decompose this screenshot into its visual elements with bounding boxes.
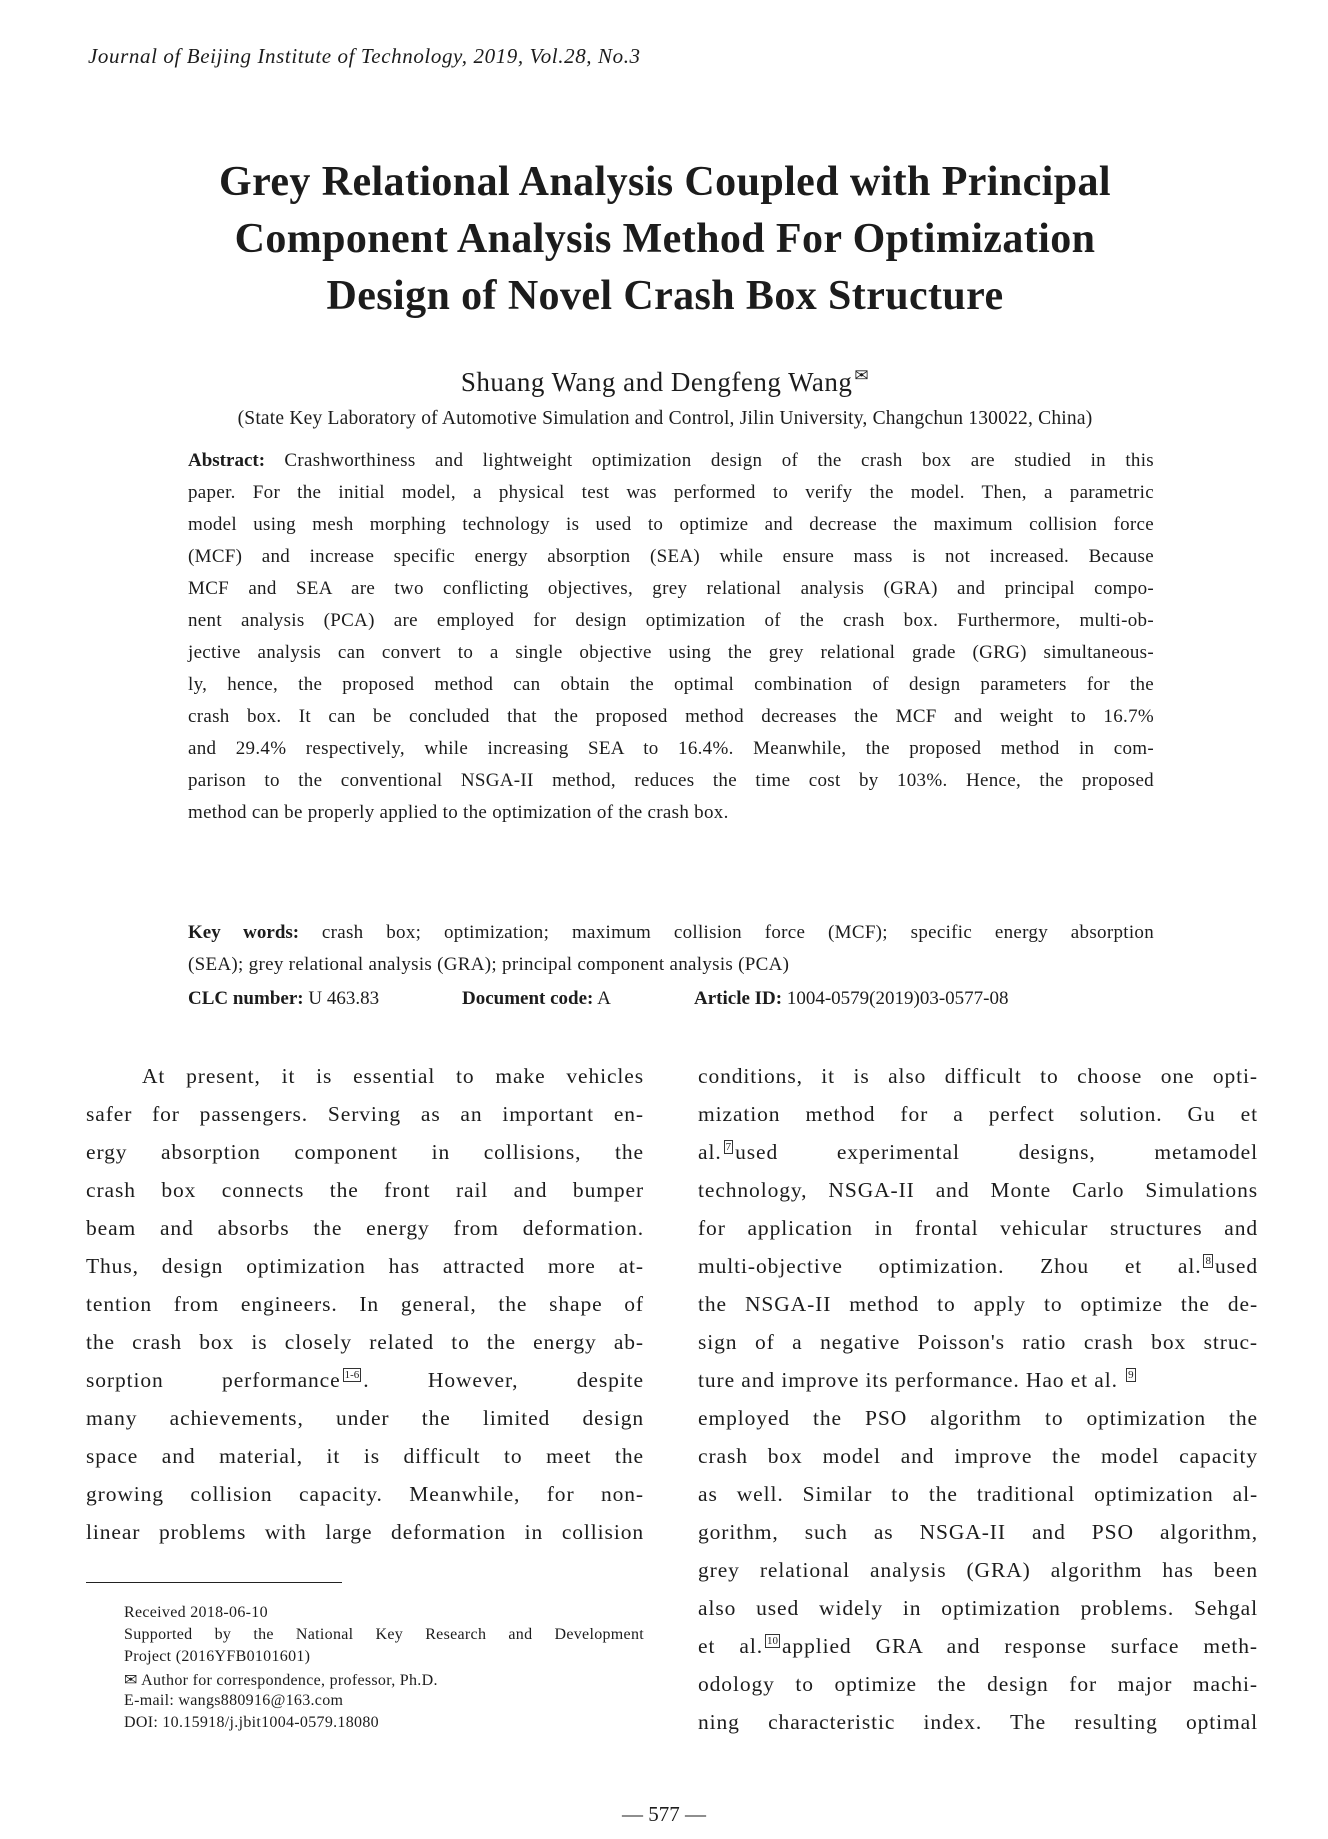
envelope-icon: ✉ [124,1672,138,1689]
abstract-text: Crashworthiness and lightweight optimization design of the crash box are studied in this [265,450,1154,471]
abstract-line: ly, hence, the proposed method can obtain the optimal combination of design parameters for the [188,674,1154,695]
keywords-line: (SEA); grey relational analysis (GRA); principal component analysis (PCA) [188,954,790,975]
footnote-correspondence [124,1670,438,1690]
abstract-line: method can be properly applied to the optimization of the crash box. [188,802,729,823]
body-line: employed the PSO algorithm to optimization the [698,1406,1258,1430]
body-text: al. [698,1140,722,1164]
paper-title [150,154,1180,325]
abstract-line: nent analysis (PCA) are employed for design optimization of the crash box. Furthermore, multi-ob- [188,610,1154,631]
body-text: applied GRA and response surface meth- [781,1634,1258,1658]
body-line: technology, NSGA-II and Monte Carlo Simulations [698,1178,1258,1202]
body-line: for application in frontal vehicular structures and [698,1216,1258,1240]
abstract-line: MCF and SEA are two conflicting objectives, grey relational analysis (GRA) and principal compo- [188,578,1154,599]
body-line [698,1368,1258,1393]
body-line: sign of a negative Poisson's ratio crash box struc- [698,1330,1258,1354]
clc-label: CLC number: [188,988,304,1009]
abstract-line [188,450,1154,472]
body-text: sorption performance [86,1368,341,1392]
footnote-rule [86,1582,342,1583]
body-line: beam and absorbs the energy from deformation. [86,1216,644,1240]
abstract-line: (MCF) and increase specific energy absorption (SEA) while ensure mass is not increased. Because [188,546,1154,567]
body-line [698,1634,1258,1659]
body-line: odology to optimize the design for major machi- [698,1672,1258,1696]
page-number: — 577 — [622,1802,706,1826]
body-line [86,1368,644,1393]
body-line: safer for passengers. Serving as an important en- [86,1102,644,1126]
body-line: also used widely in optimization problems. Sehgal [698,1596,1258,1620]
body-line [698,1140,1258,1165]
journal-header: Journal of Beijing Institute of Technology, 2019, Vol.28, No.3 [88,44,641,68]
title-line: Grey Relational Analysis Coupled with Principal [219,159,1111,205]
body-line: space and material, it is difficult to meet the [86,1444,644,1468]
body-line: gorithm, such as NSGA-II and PSO algorithm, [698,1520,1258,1544]
footnote-supported: Supported by the National Key Research and Development [124,1626,644,1643]
clc-number [188,988,379,1010]
body-line: the NSGA-II method to apply to optimize the de- [698,1292,1258,1316]
body-line: crash box model and improve the model capacity [698,1444,1258,1468]
body-line: ergy absorption component in collisions, the [86,1140,644,1164]
title-line: Component Analysis Method For Optimization [234,216,1096,262]
keywords-text: crash box; optimization; maximum collision force (MCF); specific energy absorption [299,922,1155,943]
footnote-email[interactable]: E-mail: wangs880916@163.com [124,1692,344,1709]
correspondence-text: Author for correspondence, professor, Ph.D. [137,1672,438,1689]
document-code-value: A [593,988,611,1009]
body-line: At present, it is essential to make vehicles [142,1064,644,1088]
body-line: grey relational analysis (GRA) algorithm has been [698,1558,1258,1582]
affiliation: (State Key Laboratory of Automotive Simulation and Control, Jilin University, Changchun 130022, China) [237,408,1093,429]
abstract-line: crash box. It can be concluded that the proposed method decreases the MCF and weight to 16.7% [188,706,1154,727]
body-line: linear problems with large deformation in collision [86,1520,644,1544]
body-text: used experimental designs, metamodel [735,1140,1258,1164]
body-line: crash box connects the front rail and bumper [86,1178,644,1202]
body-text: multi-objective optimization. Zhou et al. [698,1254,1202,1278]
keywords-label: Key words: [188,922,300,943]
body-line: growing collision capacity. Meanwhile, for non- [86,1482,644,1506]
envelope-icon: ✉ [854,366,870,385]
body-line: many achievements, under the limited design [86,1406,644,1430]
footnote-doi[interactable]: DOI: 10.15918/j.jbit1004-0579.18080 [124,1714,379,1731]
citation-ref[interactable]: 10 [766,1635,778,1647]
body-line: tention from engineers. In general, the shape of [86,1292,644,1316]
title-line: Design of Novel Crash Box Structure [326,273,1004,319]
abstract-line: parison to the conventional NSGA-II method, reduces the time cost by 103%. Hence, the proposed [188,770,1154,791]
body-line: mization method for a perfect solution. Gu et [698,1102,1258,1126]
abstract-line: and 29.4% respectively, while increasing SEA to 16.4%. Meanwhile, the proposed method in com- [188,738,1154,759]
body-line: the crash box is closely related to the energy ab- [86,1330,644,1354]
footnote-project: Project (2016YFB0101601) [124,1648,311,1665]
author-names: Shuang Wang and Dengfeng Wang [460,367,853,397]
document-code-label: Document code: [462,988,594,1009]
body-text: ture and improve its performance. Hao et al. [698,1368,1118,1392]
citation-ref[interactable]: 1-6 [344,1369,360,1381]
citation-ref[interactable]: 7 [725,1141,732,1153]
citation-ref[interactable]: 8 [1205,1255,1211,1267]
clc-value: U 463.83 [303,988,380,1009]
article-id-value: 1004-0579(2019)03-0577-08 [782,988,1009,1009]
abstract-line: model using mesh morphing technology is used to optimize and decrease the maximum collision force [188,514,1154,535]
keywords-line [188,922,1154,944]
body-line: Thus, design optimization has attracted more at- [86,1254,644,1278]
abstract-line: jective analysis can convert to a single objective using the grey relational grade (GRG) simultaneous- [188,642,1154,663]
body-text: . However, despite [363,1368,644,1392]
body-text: et al. [698,1634,763,1658]
authors [150,366,1180,398]
body-line [698,1254,1258,1279]
abstract-line: paper. For the initial model, a physical test was performed to verify the model. Then, a parametric [188,482,1154,503]
body-line: ning characteristic index. The resulting optimal [698,1710,1258,1734]
footnote-received: Received 2018-06-10 [124,1604,268,1621]
document-code [462,988,611,1010]
body-line: conditions, it is also difficult to choose one opti- [698,1064,1258,1088]
abstract-label: Abstract: [188,450,266,471]
article-id-label: Article ID: [694,988,783,1009]
article-id [694,988,1009,1010]
body-line: as well. Similar to the traditional optimization al- [698,1482,1258,1506]
citation-ref[interactable]: 9 [1128,1369,1134,1381]
body-text: used [1214,1254,1258,1278]
